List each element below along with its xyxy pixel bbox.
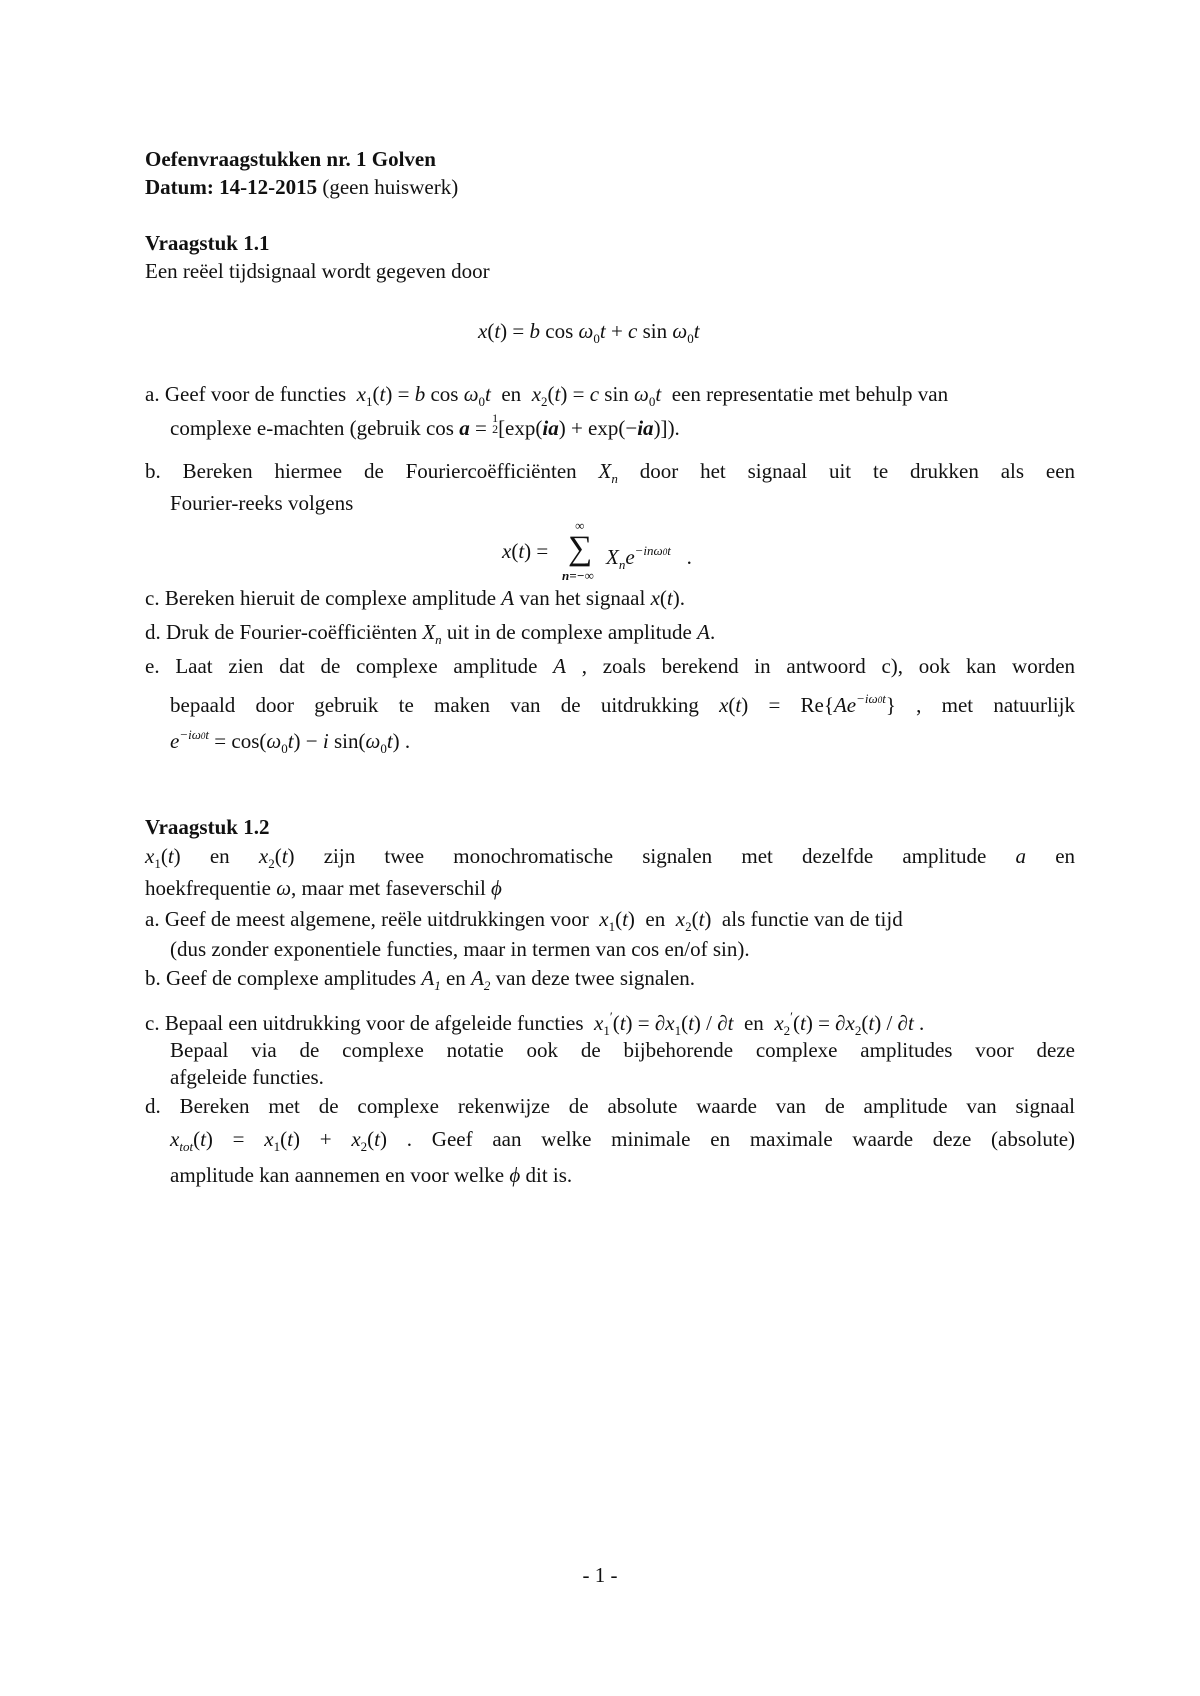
q1-heading: Vraagstuk 1.1 [145, 231, 270, 255]
date-value: 14-12-2015 [219, 175, 318, 199]
date-note: (geen huiswerk) [322, 175, 459, 199]
q2-item-d-line1 [145, 1093, 1075, 1119]
fourier-series-rhs: $X_ne^{-in\omega 0t}$ . [606, 543, 692, 572]
q2-c-text1: Bepaal een uitdrukking voor de afgeleide functies [164, 1011, 584, 1035]
q1-intro: Een reëel tijdsignaal wordt gegeven door [145, 259, 490, 283]
q1-item-b-line2: Fourier-reeks volgens [170, 491, 354, 515]
q1-c-text2: van het signaal [519, 586, 646, 610]
q1-item-e-line3: $e^{-i\omega 0t} = \cos(\omega_0t) - i$ $\sin(\omega_0t)$ . [170, 727, 411, 756]
sum-symbol: ∑ [568, 530, 593, 567]
q2-b-text1: Geef de complexe amplitudes [166, 966, 417, 990]
q1-item-a-line2: complexe e-machten (gebruik cos a = 1 2[exp(ia) + exp(−ia)]). [170, 411, 680, 440]
q2-item-a-line2: (dus zonder exponentiele functies, maar in termen van cos en/of sin). [170, 937, 750, 961]
q2-item-b: b. Geef de complexe amplitudes $A_1$ en $A_2$ van deze twee signalen. [145, 966, 696, 993]
q1-item-c: c. Bereken hieruit de complexe amplitude A van het signaal x(t). [145, 586, 686, 610]
q2-intro-text3: , maar met faseverschil [291, 876, 486, 900]
q2-a-label: a. [145, 907, 160, 931]
q1-c-text1: Bereken hieruit de complexe amplitude [164, 586, 497, 610]
q1-e-label: e. [145, 654, 160, 678]
q1-a-text1: Geef voor de functies [164, 382, 347, 406]
q1-a-line2-start: complexe e-machten (gebruik [170, 416, 421, 440]
q1-e-text1: Laat zien dat de complexe amplitude [175, 654, 538, 678]
q1-item-a-line1: a. Geef voor de functies $x_1(t) = b$ $\cos \omega_0t$ en $x_2(t) = c$ $\sin \omega_0t$ een representatie met behulp van [145, 382, 949, 409]
q2-intro-line1: $x_1(t)$ en $x_2(t)$ zijn twee monochromatische signalen met dezelfde amplitude a en [145, 844, 1076, 871]
q2-intro-text2: hoekfrequentie [145, 876, 271, 900]
q1-main-formula: x(t) = b $\cos \omega_0t + c$ $\sin \omega_0t$ [478, 319, 700, 346]
q2-item-d-line3: amplitude kan aannemen en voor welke ϕ dit is. [170, 1163, 573, 1187]
q2-intro-text1: zijn twee monochromatische signalen met dezelfde amplitude [323, 844, 987, 868]
q1-d-text2: uit in de complexe amplitude [446, 620, 692, 644]
sum-lower-limit: n=−∞ [562, 568, 594, 583]
q2-a-text2: als functie van de tijd [721, 907, 903, 931]
q1-d-text1: Druk de Fourier-coëfficiënten [166, 620, 418, 644]
q1-b-text2: door het signaal uit te drukken als een [639, 459, 1076, 483]
q1-d-label: d. [145, 620, 161, 644]
q2-d-text3: amplitude kan aannemen en voor welke [170, 1163, 505, 1187]
q2-d-text1: Bereken met de complexe rekenwijze de absolute waarde van de amplitude van signaal [179, 1094, 1075, 1118]
document-title: Oefenvraagstukken nr. 1 Golven [145, 147, 436, 171]
q2-d-text2: . Geef aan welke minimale en maximale waarde deze (absolute) [406, 1127, 1076, 1151]
q1-a-text2: een representatie met behulp van [671, 382, 949, 406]
q1-item-e-line2: bepaald door gebruik te maken van de uitdrukking $x(t) = Re\{Ae^{-i\omega 0t}\}$ , met natuurlijk [170, 691, 1075, 717]
q1-b-text1: Bereken hiermee de Fouriercoëfficiënten [182, 459, 577, 483]
q1-e-text4: , met natuurlijk [916, 693, 1075, 717]
q1-item-d: d. Druk de Fourier-coëfficiënten $X_n$ uit in de complexe amplitude A. [145, 620, 716, 647]
fourier-series-lhs: x(t) = [502, 539, 549, 563]
q2-item-c-line2: Bepaal via de complexe notatie ook de bijbehorende complexe amplitudes voor deze [170, 1038, 1075, 1062]
q2-intro-and1: en [209, 844, 230, 868]
q2-b-and: en [445, 966, 466, 990]
q2-c-label: c. [145, 1011, 160, 1035]
q2-item-c-line3: afgeleide functies. [170, 1065, 324, 1089]
q1-a-line2-end: ). [667, 416, 680, 440]
q2-a-text1: Geef de meest algemene, reële uitdrukkingen voor [164, 907, 589, 931]
q2-d-text4: dit is. [525, 1163, 573, 1187]
q2-heading: Vraagstuk 1.2 [145, 815, 270, 839]
q2-a-and: en [645, 907, 666, 931]
q2-b-text2: van deze twee signalen. [495, 966, 696, 990]
q2-item-d-line2: $x_{tot}(t) = x_1(t) + x_2(t)$ . Geef aan welke minimale en maximale waarde deze (absolute) [170, 1127, 1076, 1154]
q2-item-a-line1: a. Geef de meest algemene, reële uitdrukkingen voor $x_1(t)$ en $x_2(t)$ als functie van de tijd [145, 907, 903, 934]
q1-e-text3: bepaald door gebruik te maken van de uitdrukking [170, 693, 699, 717]
q1-item-b-line1: b. Bereken hiermee de Fouriercoëfficiënten $X_n$ door het signaal uit te drukken als een [145, 459, 1076, 486]
q1-e-text2: , zoals berekend in antwoord c), ook kan worden [581, 654, 1076, 678]
q1-a-label: a. [145, 382, 160, 406]
page-number: - 1 - [582, 1563, 618, 1587]
q2-item-c-line1: c. Bepaal een uitdrukking voor de afgeleide functies $x_1'(t) = \partial x_1(t) / \partial t$ en $x_2'(t) = \partial x_2(t) / \partial t$ . [145, 1009, 925, 1038]
q2-c-and: en [743, 1011, 764, 1035]
date-line [145, 174, 458, 200]
sum-upper-limit: ∞ [575, 518, 585, 533]
q1-item-e-line1: e. Laat zien dat de complexe amplitude A , zoals berekend in antwoord c), ook kan worden [145, 654, 1076, 678]
q1-a-and: en [501, 382, 522, 406]
q2-b-label: b. [145, 966, 161, 990]
q1-b-label: b. [145, 459, 161, 483]
q2-d-label: d. [145, 1094, 161, 1118]
q2-intro-line2: hoekfrequentie ω, maar met faseverschil ϕ [145, 876, 502, 900]
q2-intro-and2: en [1055, 844, 1076, 868]
q1-c-label: c. [145, 586, 160, 610]
date-label: Datum: [145, 175, 214, 199]
